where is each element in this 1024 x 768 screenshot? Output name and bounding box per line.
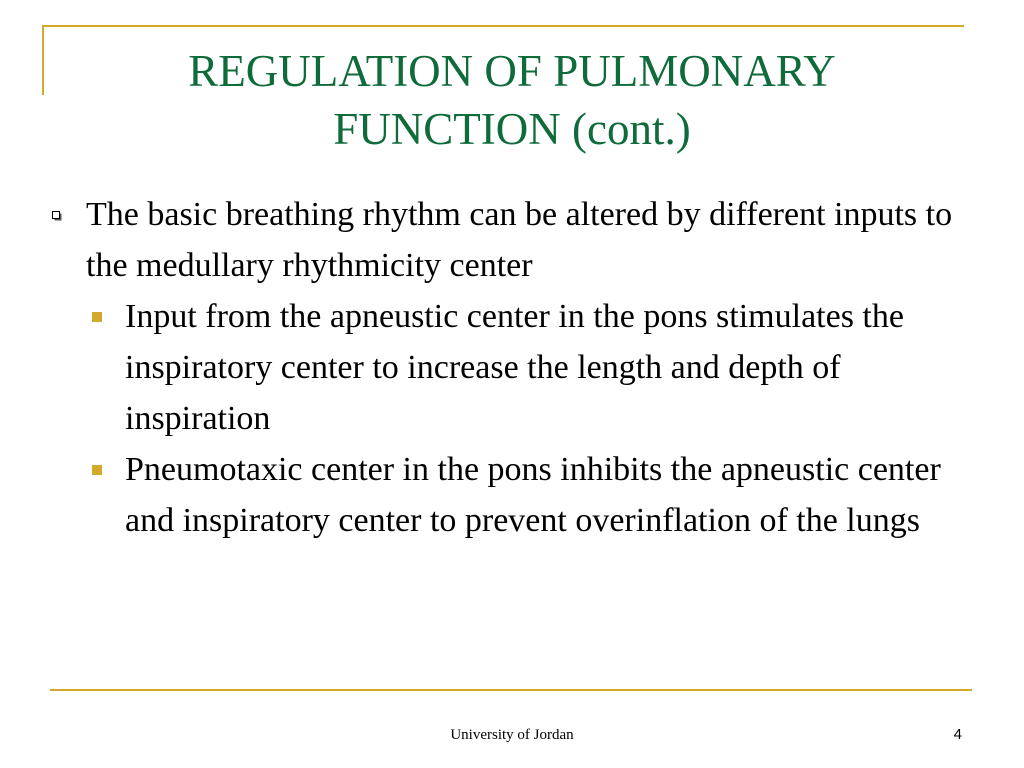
frame-left-line — [42, 25, 44, 95]
filled-square-bullet-icon — [92, 312, 102, 322]
page-number: 4 — [953, 726, 962, 743]
bullet-level-2-pneumotaxic: Pneumotaxic center in the pons inhibits the apneustic center and inspiratory center to prevent overinflation of the lungs — [125, 451, 941, 539]
bullet-level-2-apneustic: Input from the apneustic center in the pons stimulates the inspiratory center to increase the length and depth of inspiration — [125, 298, 904, 437]
footer-divider — [50, 689, 972, 691]
filled-square-bullet-icon — [92, 465, 102, 475]
frame-top-line — [42, 25, 964, 27]
bullet-level-1: The basic breathing rhythm can be altered by different inputs to the medullary rhythmicity center — [86, 196, 953, 284]
slide-title — [60, 42, 964, 158]
footer-institution: University of Jordan — [450, 727, 574, 743]
hollow-square-bullet-icon — [52, 211, 62, 221]
slide-title-line-2: FUNCTION (cont.) — [333, 104, 691, 154]
slide-title-line-1: REGULATION OF PULMONARY — [188, 46, 836, 96]
